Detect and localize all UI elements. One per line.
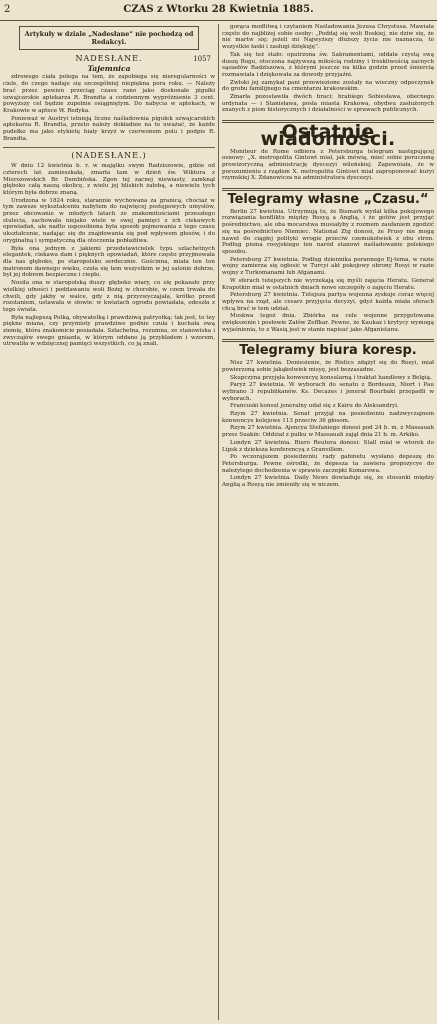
paragraph: zdrowego ciała polega na tem, że zapobiega się nieregularności w ciele, do czego nadaje się szczególniej niepiękna pora roku. — Należy brać przez pewien przeciąg czasu rano jako doskonałe pigułki szwajcarskie aptekarza R. Brandta a codziennym wypróżnienie 3 cent. powyższy cel będzie zupełnie osiągniętym. Do nabycia w aptekach, w Krakowie w aptece W. Redyka.	[3, 74, 215, 114]
news-item: Moniteur de Rome odbiera z Petersburga telegram następującej osnowy: „X. metropolita Gintowt miał, jak mówią, mieć sobie poruczoną prowizoryczną administrację dyecezyi wileńskiej. Zapewniała, że w porozumieniu z rządem X. metropolita Gintowt miał zaproponować kuryi rzymskiej X. Zdanowicza na administratora dyecezyi.	[222, 148, 434, 182]
telegram-item: Rzym 27 kwietnia. Senat przyjął na posiedzeniu nadzwyczajnem konwencye kolejowe 113 przeciw 36 głosom.	[222, 411, 434, 424]
bureau-telegrams-heading: Telegramy biura koresp.	[239, 343, 417, 359]
telegram-item: W sferach tutejszych nie wyrzekają się myśli zajęcia Heratu. Generał Krapotkin miał w ostatnich dniach nowe szczegóły o zajęciu Heratu.	[222, 277, 434, 291]
page-number: 2	[4, 4, 11, 15]
obituary-body	[3, 163, 215, 348]
telegram-item: Moskwa tegoż dnia. Zbiórka na cele wojenne przygotowana zwiększenie i posłowie Załów Zeffkar. Pewne, że Kaukaz i krytycy wymogą wyjaśnienia, to z Wasią jest w stanie napisać jako Afganistanu.	[222, 313, 434, 333]
paragraph: Była najlepszą Polką, obywatelką i prawdziwą patryotką; tak jest, to tey piękne miana, czy przymioty prawdziwe godnie czuła i kochała ową ziemię, która znakomicie posiadała. Szlachetna, rozumna, ze stanowiska i zwyczajów swego gniazda, w którym oddano ją przykładem i wzorem, utrwaliła w wdzięcznej pamięci wszystkich, co ją znali.	[3, 314, 215, 348]
paragraph: Nosiła ona w staropolską duszy głęboko wiary, co się pokazało przy wielkiej ufności i poddawaniu woli Bożej w chorobie, w czem trwała do chwili, gdy jakby w walce, gdy z nią przyzwyczajała, krótko przed rozstaniem, ustawała w słowie: w kwiatach ogrodu powiadała, odeszła z tego świata.	[3, 280, 215, 313]
paragraph: Tak się też stało: opatrzona św. Sakramentami, oddała czystą swą duszę Bogu, otoczona najżywszą miłością rodziny i troskliwością zacnych sąsiadów Radziszowa, z którymi jeszcze na kilka godzin przed śmiercią rozmawiała i dziękowała za dowody przyjaźni.	[222, 51, 434, 78]
telegram-item: Londyn 27 kwietnia. Daily News dowiaduje się, że stosunki między Anglią a Rosyą nie zmieniły się w niczem.	[222, 475, 434, 489]
section-divider	[222, 339, 434, 342]
section-title: (NADESŁANE.)	[71, 151, 147, 161]
telegram-item: Skupczyna przyjęła konwencyę konsularną i traktat handlowy z Belgią.	[230, 374, 432, 381]
telegram-item: Rzym 27 kwietnia. Ajencya Stefaniego donosi pod 24 b. m. z Massauah przez Suakin: Oddział z pułku w Massauah zajął dnia 21 b. m. Arkiko.	[222, 425, 434, 439]
section-body	[3, 74, 215, 142]
paragraph: Ponieważ w Austryi istnieją liczne naśladownia pigułek szwajcarskich aptekarza R. Brandta, przeto należy dokładnie na to uważać, że każde pudełko ma jako etykietę biały krzyż w czerwonem polu i podpis R. Brandta.	[3, 115, 215, 142]
section-divider	[222, 188, 434, 191]
section-subtitle: Tajemnica	[87, 63, 131, 73]
latest-news-body	[222, 149, 434, 183]
bureau-telegrams-body	[222, 360, 434, 489]
paragraph: W dniu 12 kwietnia b. r. w majątku swym Radziszowie, gdzie od czterech lat zamieszkała, zmarła tam w dzień św. Wiktora z Mierozowskich Br. Dembińska. Zgon tej zacnej niewiasty, zamknął głęboko całą naszą okolicę, z wielu jej bliskich żałobą, a niewielu tych którym była dobrze znaną.	[3, 163, 215, 196]
issue-title: CZAS z Wtorku 28 Kwietnia 1885.	[123, 4, 314, 15]
telegram-item: Petersburg 27 kwietnia. Tutejsza partya wojenna zyskuje coraz więcej wpływu na rząd, ale cesarz przyjęcia decyzyi, gdyż każda miała sferach chcą brać w tem udział.	[222, 292, 434, 312]
telegram-item: Po wczorajszem posiedzeniu rady gabinetu wysłano depeszę do Petersburga. Pewne ośrodki, że depesza ta zawiera propozycye do należytego dochodzenia w sprawie zaczepki Komarowa.	[222, 454, 434, 474]
latest-news-heading: Ostatnie wiadomości.	[260, 121, 396, 150]
paragraph: Zwłoki jej zamykał pani przewiezione zostały na wieczny odpoczynek do grobu familijnego na cmentarzu krakowskim.	[222, 79, 434, 93]
telegram-item: Francuski konsul jeneralny udał się z Kairu do Aleksandryi.	[230, 403, 399, 410]
telegram-item: Londyn 27 kwietnia. Biuro Reutera donosi: Stall miał w wtorek do Lipsk z dzieksza konferencyą z Granvillem.	[222, 439, 434, 453]
paragraph: gorąca modlitwą i czytaniem Naśladowania Jezusa Chrystusa. Mawiała często do najbliżej sobie osoby: „Poddaj się woli Boskiej, nie dziw się, że nie martw się; jeżeli mi Najwyższy dłuższy życia nie naznacza, to wszystkie łaski i zasługi dziękuję”.	[222, 24, 434, 51]
telegram-item: Nisz 27 kwietnia. Doniesienie, że Ristics zdążył się do Rosyi, miał powierzoną sobie jakąkolwiek misyę, jest bezzasadne.	[222, 360, 434, 373]
own-telegrams-heading: Telegramy własne „Czasu.“	[227, 192, 429, 208]
obituary-continuation	[222, 24, 434, 114]
paragraph: Zmarła pozostawiła dwóch braci: hrabiego Sobiesława, obecnego ordynata — i Stanisława, posła miasta Krakowa, obydwu zasłużonych znanych z pism historycznych i działalności w sprawach publicznych.	[222, 94, 434, 114]
section-heading-nadeslane-2	[3, 153, 215, 160]
column-divider	[218, 24, 219, 1020]
paragraph: Była ona jednym z jakiemi przedstawicielek typu szlachetnych elegantek, ciekawa dam i pięknych opowiadań, które często przyjmowała dla nas głęboko, po staropolsku serdecznie. Gościnna, miała ten ton matronom dawnego wieku, czuła się tem wszystkim w jej salonie dobrze, był jej dobrem bezpieczne i ciepło.	[3, 245, 215, 279]
left-column	[3, 24, 215, 1020]
paragraph: Urodzona w 1824 roku, starannie wychowana za granicą, chociaż w tym zawsze wykształceniu nabytem do najwięcej postępowych umysłów, przez obcowanie w młodych latach ze znakomitościami przeszłego stulecia, zachowała niejako wiele w swej pamięci z ich ciekawych opowiadań, ale nadto usposobiona była sposób pojmowania z tego czasu ukształcenie, nadając się do znajdowania się pod wpływem głosów, i do oryginalną i sympatyczną dla otoczenia pobłażliwa.	[3, 197, 215, 244]
section-divider	[3, 147, 215, 148]
right-column	[222, 24, 434, 1020]
section-title: NADESŁANE.	[75, 54, 143, 63]
page-header	[0, 0, 437, 21]
section-heading-nadeslane	[3, 56, 215, 63]
section-number: 1057	[193, 55, 211, 63]
telegram-item: Berlin 27 kwietnia. Utrzymują tu, że Bismark wydał kilka pokojowego rozwiązania konfliktu między Rosyą a Anglią, i że gotów jest przyjąć pośrednictwo, ale oba mocarstwa musiałyby z rozmem zaufaniem zgodzić się na pośrednictwo Niemiec. National Ztg donosi, że Prusy nie mogą nawet do ciągłej polityki wrogie przeciw czemukolwiek z obu stron. Podług pisma rosyjskiego ten naród stanowi naśladowanie polskiego sposobu.	[222, 208, 434, 255]
own-telegrams-body	[222, 209, 434, 334]
editorial-note: Artykuły w dziale „Nadesłane“ nie pochodzą od Redakcyi.	[19, 26, 199, 50]
telegram-item: Paryż 27 kwietnia. W wyborach do senatu z Bordeaux, Niort i Pau wybrano 3 republikanów. Ks. Decazes i jenerał Bourbaki przepadli w wyborach.	[222, 382, 434, 402]
telegram-item: Petersburg 27 kwietnia. Podług dziennika porannego Ej-tema, w razie wojny zamierza się ogłosić w Turcyi akt pokojowy obrony Rosyi w razie wojny z Turkomanami lub Afganami.	[222, 256, 434, 277]
